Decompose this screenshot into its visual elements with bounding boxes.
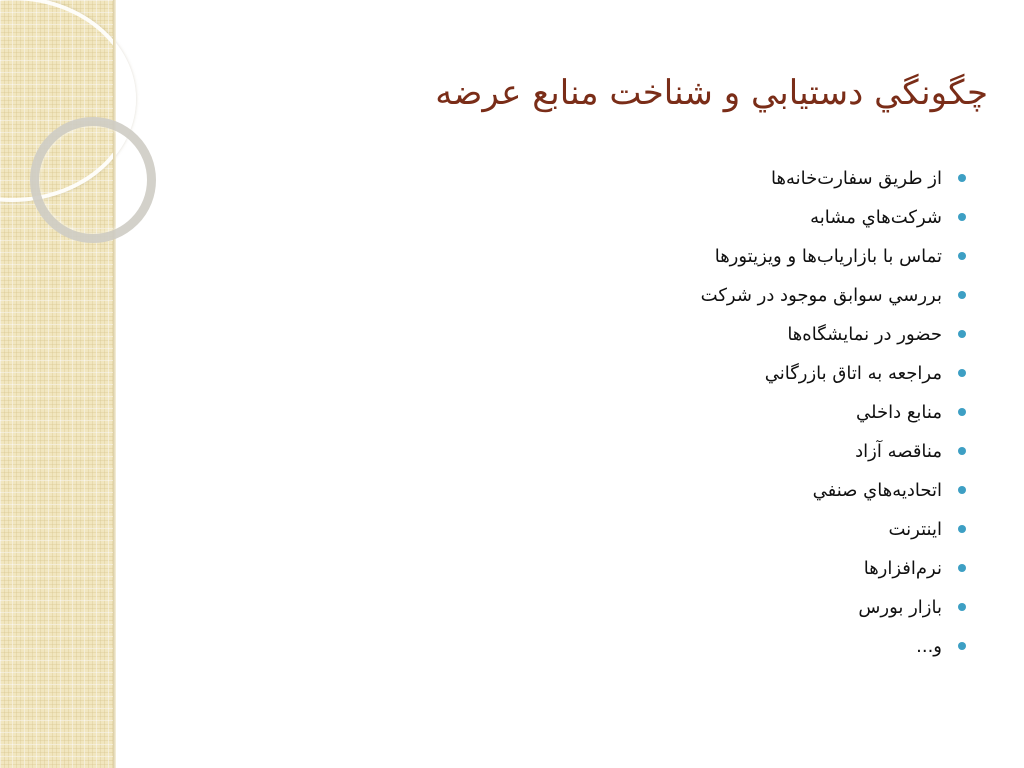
bullet-dot-icon	[958, 447, 966, 455]
bullet-item	[312, 318, 952, 357]
bullet-text: تماس با بازارياب‌ها و ويزيتورها	[714, 246, 942, 267]
bullet-text: اتحاديه‌هاي صنفي	[812, 480, 942, 501]
bullet-item	[312, 552, 952, 591]
bullet-dot-icon	[958, 525, 966, 533]
side-panel-edge	[113, 0, 116, 768]
bullet-item	[312, 630, 952, 669]
bullet-item	[312, 162, 952, 201]
bullet-dot-icon	[958, 213, 966, 221]
slide-title: چگونگي دستيابي و شناخت منابع عرضه	[435, 73, 988, 113]
bullet-text: بازار بورس	[858, 597, 942, 618]
bullet-dot-icon	[958, 330, 966, 338]
bullet-dot-icon	[958, 642, 966, 650]
bullet-dot-icon	[958, 486, 966, 494]
bullet-dot-icon	[958, 369, 966, 377]
bullet-item	[312, 396, 952, 435]
decorative-side-panel	[0, 0, 113, 768]
bullet-item	[312, 201, 952, 240]
bullet-text: شركت‌هاي مشابه	[810, 207, 942, 228]
bullet-dot-icon	[958, 603, 966, 611]
bullet-item	[312, 513, 952, 552]
bullet-text: و...	[916, 636, 942, 657]
bullet-text: منابع داخلي	[856, 402, 942, 423]
bullet-text: مناقصه آزاد	[855, 441, 942, 462]
bullet-text: حضور در نمايشگاه‌ها	[787, 324, 942, 345]
bullet-item	[312, 474, 952, 513]
bullet-dot-icon	[958, 291, 966, 299]
bullet-item	[312, 591, 952, 630]
bullet-item	[312, 435, 952, 474]
bullet-item	[312, 279, 952, 318]
bullet-item	[312, 357, 952, 396]
bullet-dot-icon	[958, 252, 966, 260]
bullet-list	[312, 162, 952, 669]
bullet-item	[312, 240, 952, 279]
bullet-dot-icon	[958, 408, 966, 416]
bullet-text: از طريق سفارت‌خانه‌ها	[771, 168, 942, 189]
bullet-text: بررسي سوابق موجود در شركت	[700, 285, 942, 306]
decorative-ring-small	[30, 117, 156, 243]
bullet-dot-icon	[958, 564, 966, 572]
bullet-text: نرم‌افزارها	[863, 558, 942, 579]
bullet-text: مراجعه به اتاق بازرگاني	[764, 363, 942, 384]
bullet-dot-icon	[958, 174, 966, 182]
bullet-text: اينترنت	[888, 519, 942, 540]
